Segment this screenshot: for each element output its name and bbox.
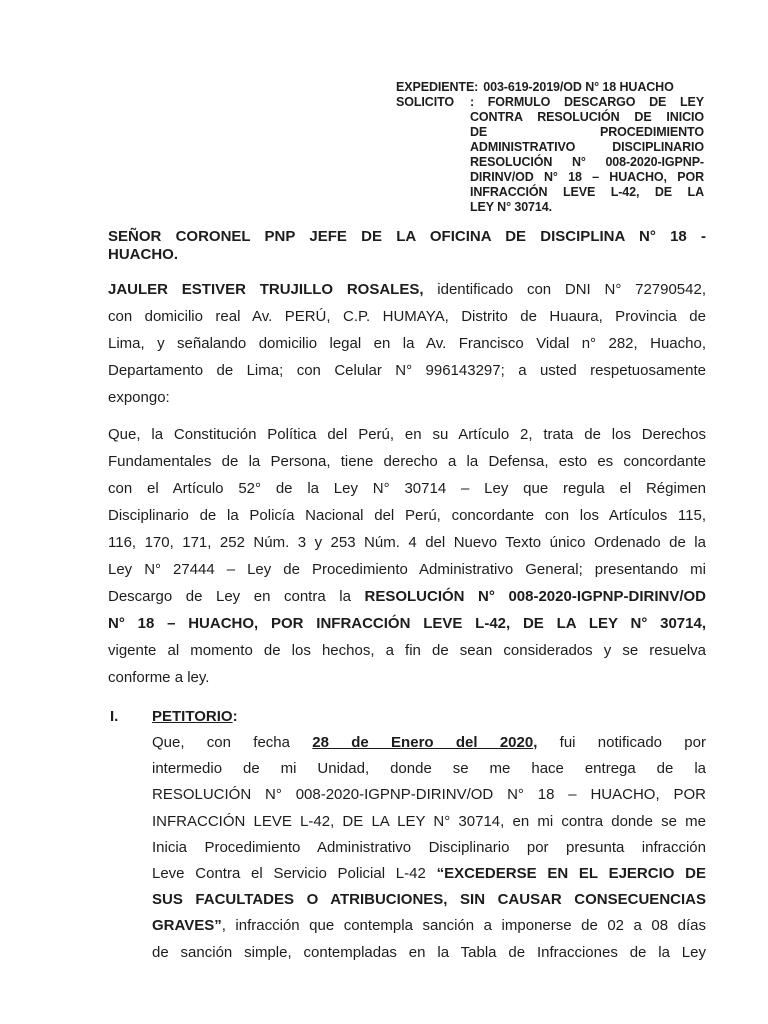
text-line: intermedio de mi Unidad, donde se me hace entrega de la: [152, 760, 706, 778]
petitorio-heading: [108, 703, 706, 730]
text-line: CONTRA RESOLUCIÓN DE INICIO: [470, 110, 704, 124]
text-line: LEY N° 30714.: [470, 200, 552, 214]
text-line: con domicilio real Av. PERÚ, C.P. HUMAYA, Distrito de Huaura, Provincia de: [108, 308, 706, 325]
petitorio-title: PETITORIO:: [152, 708, 238, 725]
text-line: : FORMULO DESCARGO DE LEY: [470, 95, 704, 109]
text-line: Que, la Constitución Política del Perú, en su Artículo 2, trata de los Derechos: [108, 426, 706, 443]
petitorio-number: I.: [110, 708, 119, 725]
text-line: RESOLUCIÓN N° 008-2020-IGPNP-DIRINV/OD N° 18 – HUACHO, POR: [152, 786, 706, 804]
addressee-heading: [108, 228, 706, 264]
text-line: 116, 170, 171, 252 Núm. 3 y 253 Núm. 4 del Nuevo Texto único Ordenado de la: [108, 534, 706, 551]
text-line: Inicia Procedimiento Administrativo Disciplinario por presunta infracción: [152, 838, 706, 856]
petitorio-paragraph: [152, 730, 706, 966]
text-line: Leve Contra el Servicio Policial L-42 “EXCEDERSE EN EL EJERCIO DE: [152, 865, 706, 883]
text-line: DIRINV/OD N° 18 – HUACHO, POR: [470, 170, 704, 184]
text-line: SEÑOR CORONEL PNP JEFE DE LA OFICINA DE DISCIPLINA N° 18 -: [108, 228, 706, 245]
text-line: ADMINISTRATIVO DISCIPLINARIO: [470, 140, 704, 154]
expediente-line: [396, 80, 704, 95]
expediente-label: EXPEDIENTE:: [396, 80, 479, 94]
solicito-label: SOLICITO: [396, 95, 455, 109]
solicito-block: [396, 95, 704, 215]
intro-paragraph: [108, 276, 706, 411]
text-line: conforme a ley.: [108, 669, 210, 686]
main-content: [108, 228, 706, 966]
text-line: Descargo de Ley en contra la RESOLUCIÓN N° 008-2020-IGPNP-DIRINV/OD: [108, 588, 707, 605]
text-line: con el Artículo 52° de la Ley N° 30714 – Ley que regula el Régimen: [108, 480, 706, 497]
text-line: vigente al momento de los hechos, a fin de sean considerados y se resuelva: [108, 642, 706, 659]
text-line: RESOLUCIÓN N° 008-2020-IGPNP-: [470, 155, 704, 169]
text-line: INFRACCIÓN LEVE L-42, DE LA: [470, 185, 704, 199]
text-line: Lima, y señalando domicilio legal en la Av. Francisco Vidal n° 282, Huacho,: [108, 335, 706, 352]
text-line: Que, con fecha 28 de Enero del 2020, fui notificado por: [152, 734, 706, 751]
text-line: N° 18 – HUACHO, POR INFRACCIÓN LEVE L-42, DE LA LEY N° 30714,: [108, 615, 706, 632]
text-line: Fundamentales de la Persona, tiene derecho a la Defensa, esto es concordante: [108, 453, 706, 470]
solicito-text: [470, 95, 704, 215]
text-line: HUACHO.: [108, 246, 179, 263]
text-line: SUS FACULTADES O ATRIBUCIONES, SIN CAUSAR CONSECUENCIAS: [152, 891, 706, 909]
petitorio-section: [108, 703, 706, 966]
text-line: Disciplinario de la Policía Nacional del Perú, concordante con los Artículos 115,: [108, 507, 706, 524]
text-line: JAULER ESTIVER TRUJILLO ROSALES, identificado con DNI N° 72790542,: [108, 281, 707, 298]
legal-basis-paragraph: [108, 421, 706, 691]
text-line: GRAVES”, infracción que contempla sanción a imponerse de 02 a 08 días: [152, 917, 706, 935]
case-header: [396, 80, 704, 215]
text-line: expongo:: [108, 389, 170, 406]
text-line: INFRACCIÓN LEVE L-42, DE LA LEY N° 30714, en mi contra donde se me: [152, 812, 706, 830]
text-line: Ley N° 27444 – Ley de Procedimiento Administrativo General; presentando mi: [108, 561, 706, 578]
text-line: Departamento de Lima; con Celular N° 996143297; a usted respetuosamente: [108, 362, 706, 379]
text-line: DE PROCEDIMIENTO: [470, 125, 704, 139]
expediente-value: 003-619-2019/OD N° 18 HUACHO: [483, 80, 674, 94]
text-line: de sanción simple, contempladas en la Tabla de Infracciones de la Ley: [152, 943, 706, 961]
